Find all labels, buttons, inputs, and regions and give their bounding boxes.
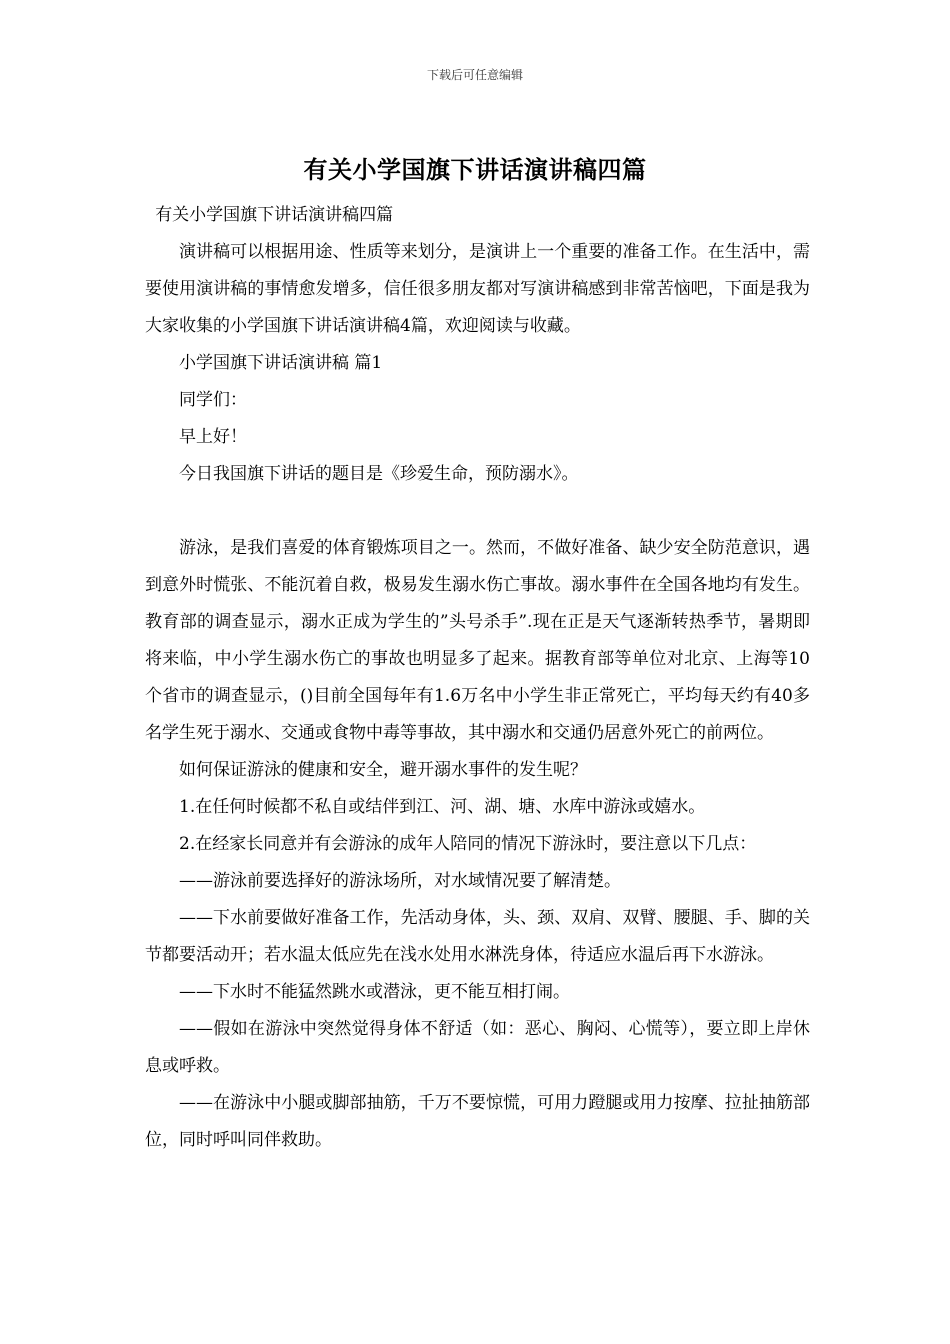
swimming-paragraph: 游泳，是我们喜爱的体育锻炼项目之一。然而，不做好准备、缺少安全防范意识，遇到意外时慌张、不能沉着自救，极易发生溺水伤亡事故。溺水事件在全国各地均有发生。教育部的调查显示，溺水正成为学生的”头号杀手”.现在正是天气逐渐转热季节，暑期即将来临，中小学生溺水伤亡的事故也明显多了起来。据教育部等单位对北京、上海等10个省市的调查显示，()目前全国每年有1.6万名中小学生非正常死亡，平均每天约有40多名学生死于溺水、交通或食物中毒等事故，其中溺水和交通仍居意外死亡的前两位。 [145, 538, 810, 743]
rule-2: 2.在经家长同意并有会游泳的成年人陪同的情况下游泳时，要注意以下几点： [179, 834, 757, 854]
intro-paragraph: 演讲稿可以根据用途、性质等来划分，是演讲上一个重要的准备工作。在生活中，需要使用演讲稿的事情愈发增多，信任很多朋友都对写演讲稿感到非常苦恼吧，下面是我为大家收集的小学国旗下讲话演讲稿4篇，欢迎阅读与收藏。 [145, 242, 810, 336]
question-paragraph: 如何保证游泳的健康和安全，避开溺水事件的发生呢？ [179, 760, 587, 780]
header-note: 下载后可任意编辑 [426, 68, 523, 82]
tip-3: ——下水时不能猛然跳水或潜泳，更不能互相打闹。 [179, 982, 570, 1002]
tip-4: ——假如在游泳中突然觉得身体不舒适（如：恶心、胸闷、心慌等），要立即上岸休息或呼救。 [145, 1019, 810, 1076]
document-title: 有关小学国旗下讲话演讲稿四篇 [303, 155, 647, 184]
salutation: 同学们： [179, 390, 247, 410]
rule-1: 1.在任何时候都不私自或结伴到江、河、湖、塘、水库中游泳或嬉水。 [179, 797, 706, 817]
greeting: 早上好！ [179, 427, 247, 447]
subtitle-paragraph: 有关小学国旗下讲话演讲稿四篇 [155, 205, 394, 225]
section-heading: 小学国旗下讲话演讲稿 篇1 [179, 353, 383, 373]
topic-paragraph: 今日我国旗下讲话的题目是《珍爱生命，预防溺水》。 [179, 464, 579, 484]
blank-line [145, 493, 810, 530]
tip-1: ——游泳前要选择好的游泳场所，对水域情况要了解清楚。 [179, 871, 621, 891]
tip-2: ——下水前要做好准备工作，先活动身体，头、颈、双肩、双臂、腰腿、手、脚的关节都要活动开；若水温太低应先在浅水处用水淋洗身体，待适应水温后再下水游泳。 [145, 908, 810, 965]
tip-5: ——在游泳中小腿或脚部抽筋，千万不要惊慌，可用力蹬腿或用力按摩、拉扯抽筋部位，同时呼叫同伴救助。 [145, 1093, 810, 1150]
document-body [145, 197, 810, 1159]
